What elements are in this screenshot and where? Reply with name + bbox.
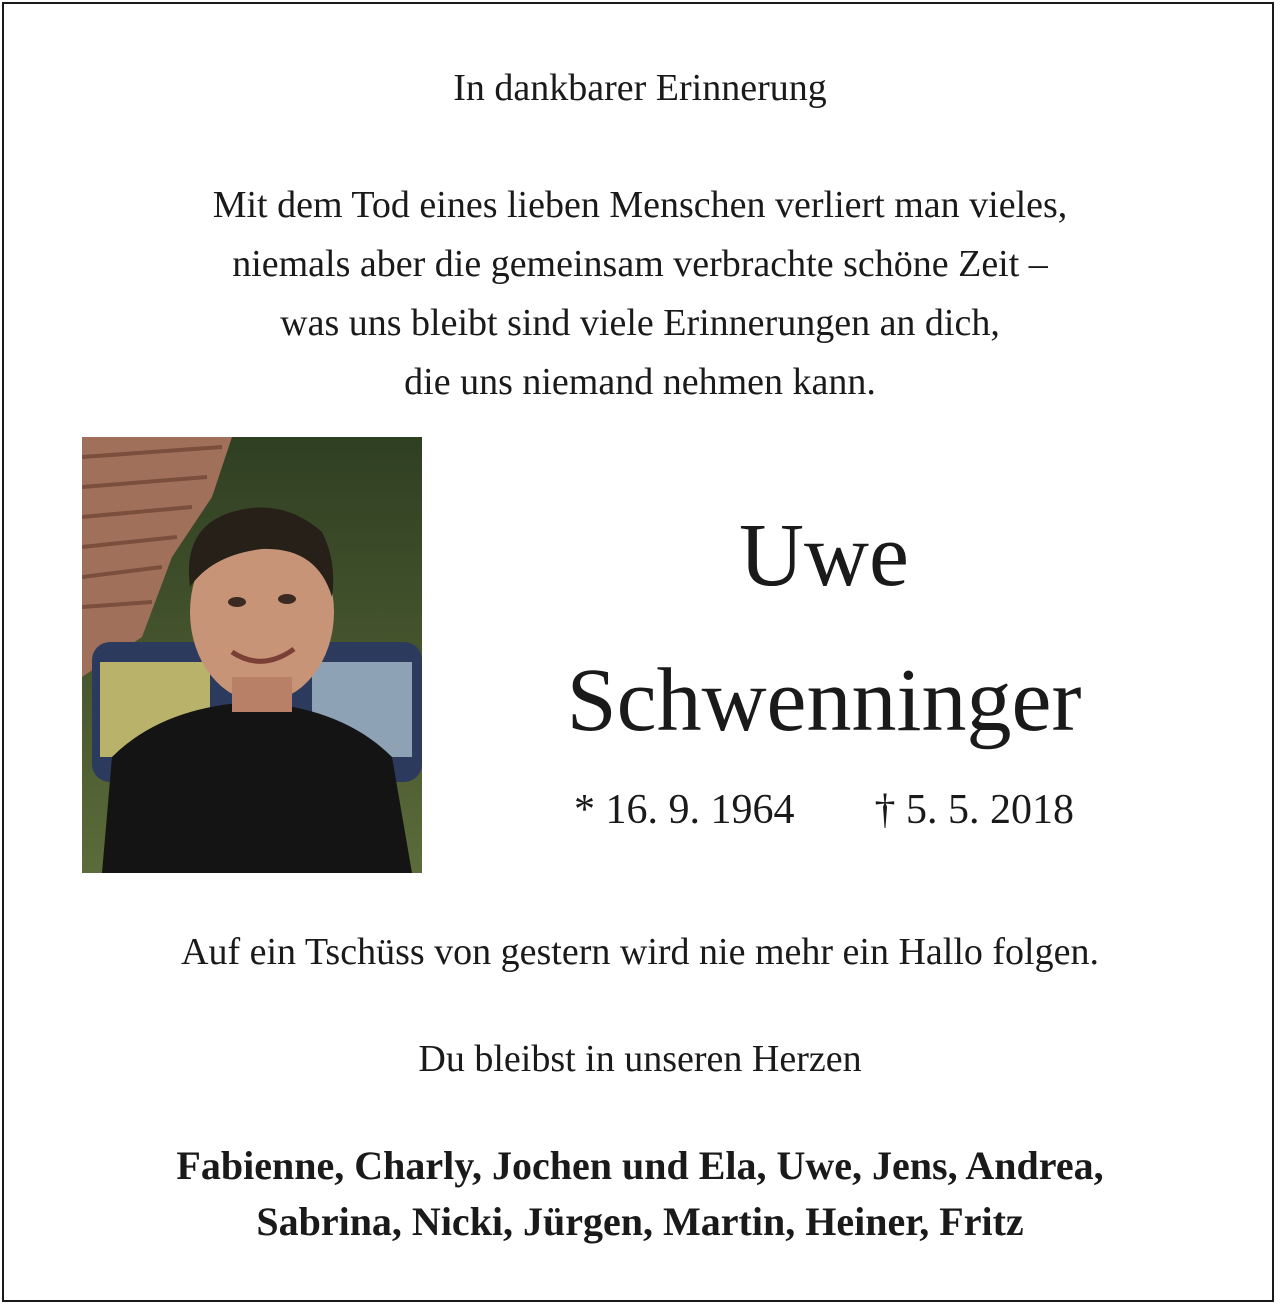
- death-date: † 5. 5. 2018: [874, 787, 1074, 833]
- memorial-quote: Auf ein Tschüss von gestern wird nie mehr ein Hallo folgen.: [181, 931, 1099, 973]
- life-dates: [524, 786, 1124, 834]
- portrait-photo: [82, 437, 422, 873]
- closing-line: Du bleibst in unseren Herzen: [418, 1038, 862, 1080]
- poem-line: niemals aber die gemeinsam verbrachte schöne Zeit –: [232, 243, 1048, 285]
- portrait-image: [82, 437, 422, 873]
- intro-heading: In dankbarer Erinnerung: [453, 67, 827, 109]
- mourners-list: [4, 1138, 1276, 1250]
- deceased-first-name: Uwe: [739, 506, 909, 605]
- deceased-last-name: Schwenninger: [566, 651, 1082, 750]
- birth-date: * 16. 9. 1964: [574, 787, 795, 833]
- mourners-line: Fabienne, Charly, Jochen und Ela, Uwe, Jens, Andrea,: [176, 1143, 1104, 1188]
- mourners-line: Sabrina, Nicki, Jürgen, Martin, Heiner, Fritz: [256, 1199, 1024, 1244]
- poem-line: Mit dem Tod eines lieben Menschen verliert man vieles,: [212, 184, 1068, 226]
- poem-line: was uns bleibt sind viele Erinnerungen an dich,: [280, 302, 1000, 344]
- poem-line: die uns niemand nehmen kann.: [404, 361, 876, 403]
- poem: [4, 176, 1276, 412]
- obituary-frame: [2, 2, 1274, 1302]
